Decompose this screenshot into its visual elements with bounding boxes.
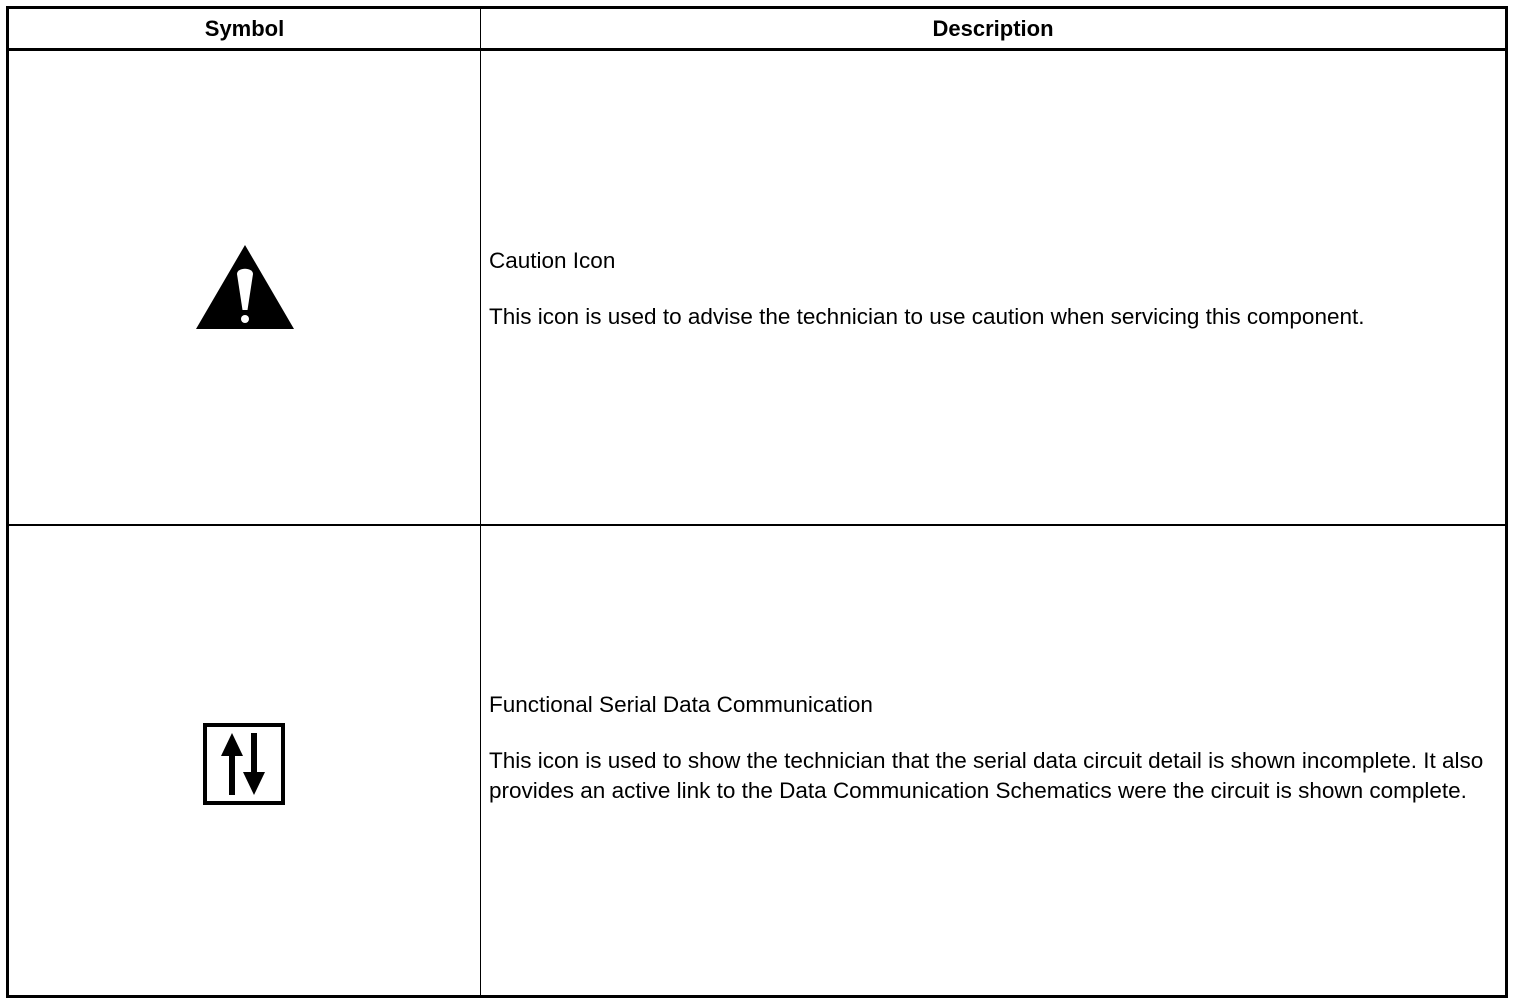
serial-data-title: Functional Serial Data Communication [489, 692, 873, 717]
table-header-row [9, 9, 1505, 51]
table-row [9, 526, 1505, 995]
serial-data-text: This icon is used to show the technician that the serial data circuit detail is shown incomplete. It also provides an active link to the Data Communication Schematics were the circuit is shown complete. [489, 748, 1484, 803]
description-cell [482, 51, 1505, 524]
symbol-column-header: Symbol [9, 9, 481, 48]
caution-triangle-icon [194, 243, 296, 331]
serial-data-arrows-icon [203, 723, 285, 805]
caution-description [489, 246, 1499, 332]
caution-icon-text: This icon is used to advise the technician to use caution when servicing this component. [489, 304, 1365, 329]
serial-data-description [489, 690, 1499, 806]
symbol-table [6, 6, 1508, 998]
symbol-cell [9, 526, 481, 995]
caution-icon-title: Caution Icon [489, 248, 616, 273]
description-column-header: Description [932, 16, 1054, 41]
description-cell [482, 526, 1505, 995]
symbol-cell [9, 51, 481, 524]
table-row [9, 51, 1505, 526]
